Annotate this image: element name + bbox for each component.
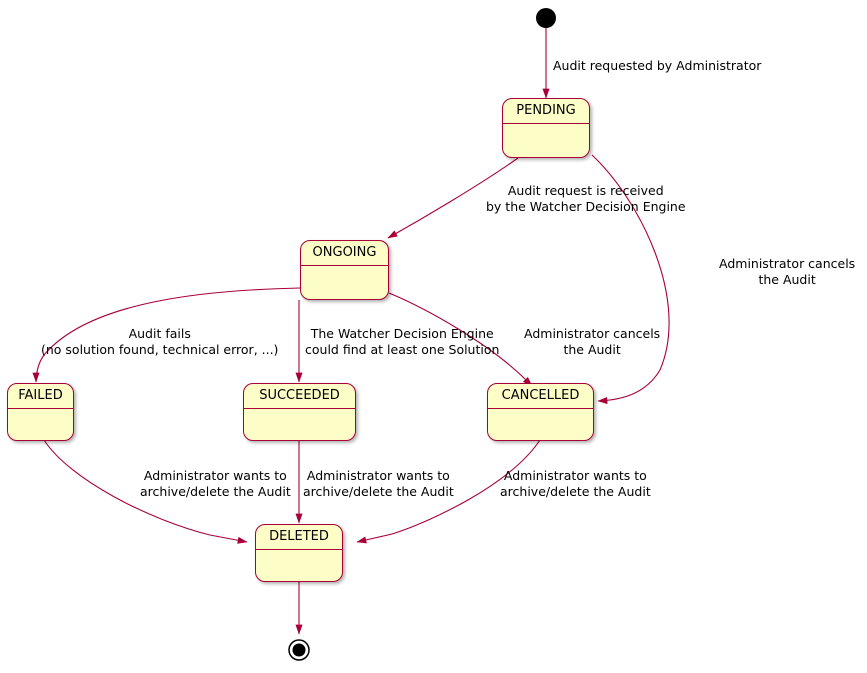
- edge-label-pending-to-ongoing: [486, 183, 686, 215]
- state-node-deleted[interactable]: [255, 524, 343, 582]
- state-node-ongoing[interactable]: [300, 240, 389, 300]
- edge-label-line2: could find at least one Solution: [305, 342, 500, 357]
- state-body-cancelled: [488, 409, 593, 427]
- edge-label-line1: Audit fails: [128, 326, 191, 341]
- state-node-pending[interactable]: [502, 98, 590, 158]
- state-node-failed[interactable]: [7, 383, 74, 441]
- edge-label-line2: archive/delete the Audit: [303, 484, 454, 499]
- edge-label-line2: (no solution found, technical error, ...): [41, 342, 279, 357]
- edge-label-ongoing-to-cancelled: [524, 326, 660, 358]
- edge-label-pending-to-cancelled: [719, 256, 855, 288]
- edge-label-ongoing-to-failed: [41, 326, 278, 358]
- state-body-succeeded: [244, 409, 355, 427]
- edge-label-line1: Audit request is received: [507, 183, 664, 198]
- state-label-pending: PENDING: [503, 99, 589, 124]
- edge-label-line1: Administrator cancels: [524, 326, 661, 341]
- state-label-cancelled: CANCELLED: [488, 384, 593, 409]
- state-body-deleted: [256, 550, 342, 568]
- edge-label-line1: Administrator wants to: [306, 468, 450, 483]
- edge-label-line2: archive/delete the Audit: [140, 484, 291, 499]
- edge-label-line1: Audit requested by Administrator: [553, 58, 762, 73]
- edge-label-line1: Administrator cancels: [719, 256, 856, 271]
- edge-label-start-to-pending: [553, 58, 761, 74]
- edge-label-succeeded-to-deleted: [303, 468, 454, 500]
- state-body-ongoing: [301, 266, 388, 284]
- state-label-ongoing: ONGOING: [301, 241, 388, 266]
- edge-label-line2: by the Watcher Decision Engine: [486, 199, 686, 214]
- end-node-inner: [293, 644, 306, 657]
- edge-label-ongoing-to-succeeded: [305, 326, 499, 358]
- state-label-deleted: DELETED: [256, 525, 342, 550]
- start-node: [536, 8, 556, 28]
- edge-label-line1: Administrator wants to: [143, 468, 287, 483]
- state-body-failed: [8, 409, 73, 427]
- edge-label-cancelled-to-deleted: [500, 468, 651, 500]
- edge-label-line2: the Audit: [758, 272, 816, 287]
- state-node-succeeded[interactable]: [243, 383, 356, 441]
- state-label-failed: FAILED: [8, 384, 73, 409]
- state-body-pending: [503, 124, 589, 142]
- edge-label-line2: archive/delete the Audit: [500, 484, 651, 499]
- state-label-succeeded: SUCCEEDED: [244, 384, 355, 409]
- edge-label-line1: Administrator wants to: [503, 468, 647, 483]
- state-node-cancelled[interactable]: [487, 383, 594, 441]
- edge-label-line2: the Audit: [563, 342, 621, 357]
- edge-label-failed-to-deleted: [140, 468, 291, 500]
- edge-label-line1: The Watcher Decision Engine: [310, 326, 494, 341]
